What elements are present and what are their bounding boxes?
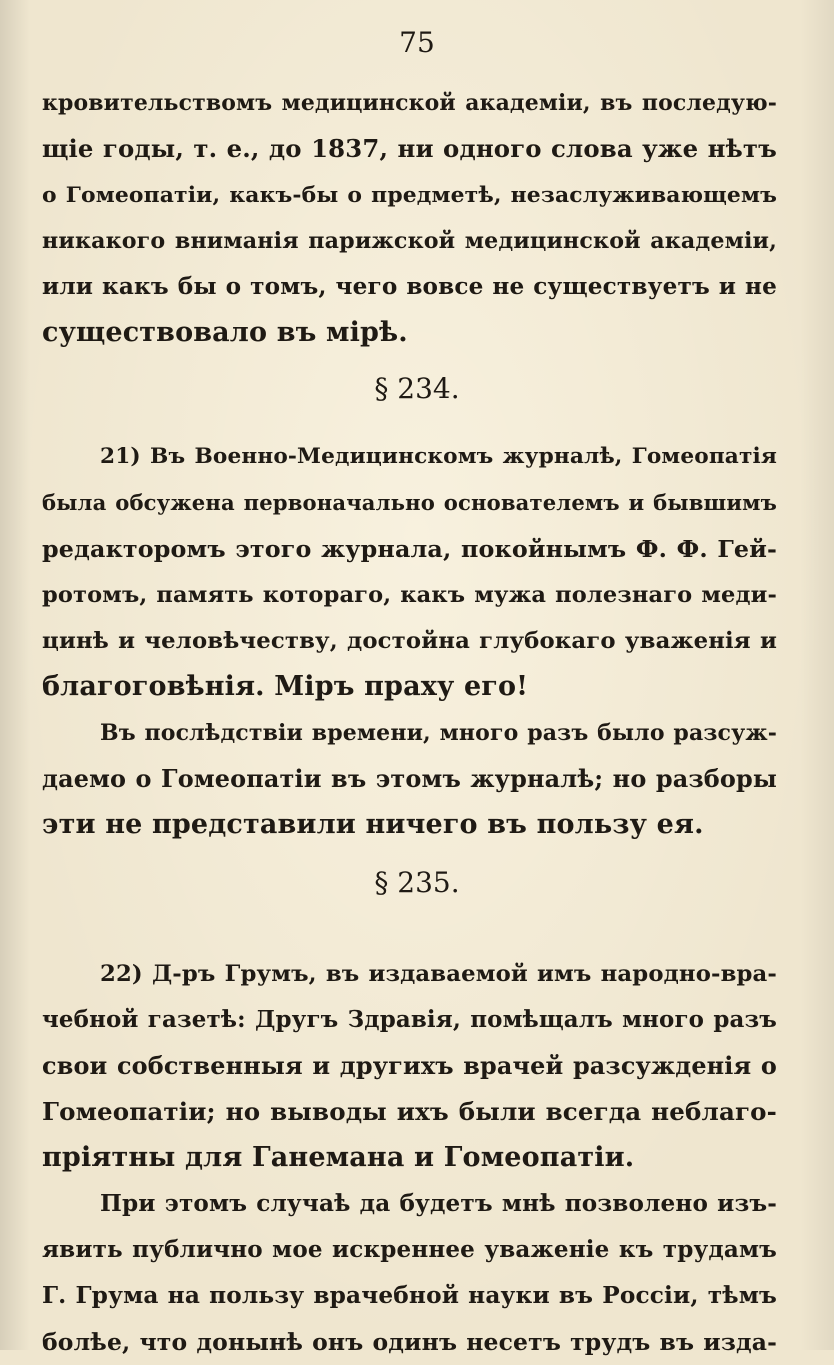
text-line: была обсужена первоначально основателемъ и бывшимъ [42,490,777,515]
text-line: ротомъ, память котораго, какъ мужа полезнаго меди- [42,582,777,608]
text-line: свои собственныя и другихъ врачей разсужденія о [42,1052,777,1080]
text-line: Г. Грума на пользу врачебной науки въ Россіи, тѣмъ [42,1282,777,1309]
text-line: щіе годы, т. е., до 1837, ни одного слова уже нѣтъ [42,134,777,163]
section-heading-234: § 234. [374,372,460,405]
text-line: Гомеопатіи; но выводы ихъ были всегда неблаго- [42,1097,777,1126]
text-line: существовало въ мірѣ. [42,317,408,348]
text-line: кровительствомъ медицинской академіи, въ последую- [42,90,777,116]
text-line: редакторомъ этого журнала, покойнымъ Ф. Ф. Гей- [42,535,777,563]
section-heading-235: § 235. [374,866,460,899]
text-line: пріятны для Ганемана и Гомеопатіи. [42,1142,635,1173]
text-line: даемо о Гомеопатіи въ этомъ журналѣ; но разборы [42,765,777,793]
text-line: о Гомеопатіи, какъ-бы о предметѣ, незаслуживающемъ [42,182,777,208]
paragraph-military-journal [42,434,777,848]
text-line: чебной газетѣ: Другъ Здравія, помѣщалъ много разъ [42,1006,777,1033]
page-number: 75 [399,26,435,59]
text-line: никакого вниманія парижской медицинской академіи, [42,228,777,254]
paragraph-grum [42,951,777,1365]
text-line: эти не представили ничего въ пользу ея. [42,809,704,840]
text-line: или какъ бы о томъ, чего вовсе не существуетъ и не [42,273,777,300]
text-line: благоговѣнія. Міръ праху его! [42,671,529,702]
text-line: цинѣ и человѣчеству, достойна глубокаго уваженія и [42,628,777,654]
text-line: болѣе, что донынѣ онъ одинъ несетъ трудъ въ изда- [42,1328,777,1356]
text-line: При этомъ случаѣ да будетъ мнѣ позволено изъ- [100,1190,777,1217]
text-line: Въ послѣдствіи времени, много разъ было разсуж- [100,720,777,746]
paragraph-academy [42,80,777,356]
text-line: 21) Въ Военно-Медицинскомъ журналѣ, Гомеопатія [100,444,777,469]
text-line: 22) Д-ръ Грумъ, въ издаваемой имъ народно-вра- [100,961,777,987]
text-line: явить публично мое искреннее уваженіе къ трудамъ [42,1236,777,1263]
